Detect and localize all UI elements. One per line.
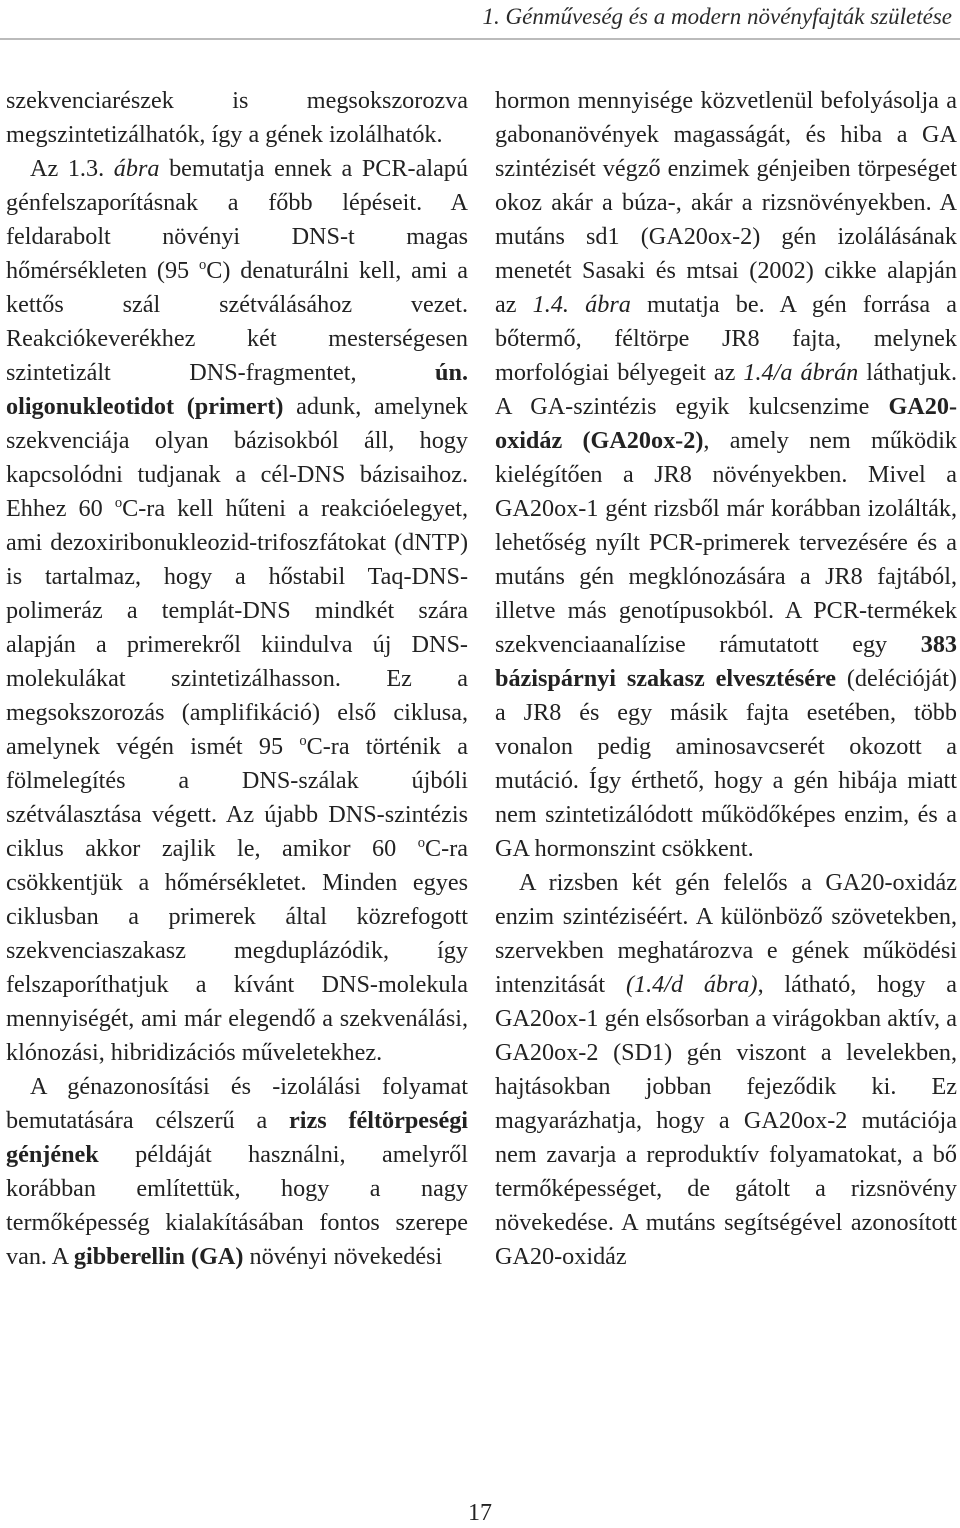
text-run: C) denaturálni kell, ami a kettős szál szétválásához vezet. Reakciókeverékhez két mesterségesen szintetizált DNS-fragmentet, [6, 257, 468, 386]
text-run: A rizsben két gén felelős a GA20-oxidáz enzim szintéziséért. A különböző szövetekben, szervekben meghatározva e gének működési intenzitását [495, 869, 957, 998]
text-run: (1.4/d ábra) [625, 971, 758, 998]
text-run: A génazonosítási és -izolálási folyamat bemutatására célszerű a [6, 1073, 468, 1134]
page-number: 17 [468, 1500, 492, 1526]
text-run: (delécióját) a JR8 és egy másik fajta esetében, több vonalon pedig aminosavcserét okozott a mutáció. Így érthető, hogy a gén hibája miatt nem szintetizálódott működőképes enzim, és a GA hormonszint csökkent. [495, 665, 957, 862]
running-header [0, 0, 960, 40]
left-text-column [6, 84, 468, 1274]
text-run: 1.4/a ábrán [743, 359, 859, 386]
text-run: ún. oligonukleotidot (primert) [6, 359, 468, 420]
text-run: GA20-oxidáz (GA20ox-2) [495, 393, 957, 454]
text-run: 1.4. ábra [532, 291, 631, 318]
right-text-column [495, 84, 957, 1274]
paragraph-p5 [495, 866, 957, 1274]
paragraph-p1 [6, 84, 468, 152]
text-run: példáját használni, amelyről korábban említettük, hogy a nagy termőképesség kialakításában fontos szerepe van. A [6, 1141, 468, 1270]
text-run: rizs féltörpeségi génjének [6, 1107, 469, 1168]
text-run: ábra [113, 155, 160, 182]
running-title: 1. Génműveség és a modern növényfajták születése [482, 4, 952, 29]
text-run: C-ra kell hűteni a reakcióelegyet, ami dezoxiribonukleozid-trifoszfátokat (dNTP) is tartalmaz, hogy a hőstabil Taq-DNS-polimeráz a templát-DNS mindkét szára alapján a primerekről kiindulva új DNS-molekulákat szintetizálhasson. Ez a megsokszorozás (amplifikáció) első ciklusa, amelynek végén ismét 95 [6, 495, 468, 760]
text-run: o [114, 494, 123, 511]
paragraph-p4 [495, 84, 957, 866]
text-run: láthatjuk. A GA-szintézis egyik kulcsenzime [495, 359, 957, 420]
text-run: , amely nem működik kielégítően a JR8 növényekben. Mivel a GA20ox-1 gént rizsből már korábban izolálták, lehetőség nyílt PCR-primerek tervezésére és a mutáns gén megklónozására a JR8 fajtából, illetve más genotípusokból. A PCR-termékek szekvenciaanalízise rámutatott egy [495, 427, 958, 658]
text-run: C-ra csökkentjük a hőmérsékletet. Minden egyes ciklusban a primerek által közrefogott szekvenciaszakasz megduplázódik, így felszaporíthatjuk a kívánt DNS-molekula mennyiségét, ami már elegendő a szekvenálási, klónozási, hibridizációs műveletekhez. [6, 835, 468, 1066]
text-run: o [299, 732, 307, 749]
text-run: mutatja be. A gén forrása a bőtermő, féltörpe JR8 fajta, melynek morfológiai bélyegeit az [495, 291, 957, 386]
text-run: adunk, amelynek szekvenciája olyan bázisokból áll, hogy kapcsolódni tudjanak a cél-DNS bázisaihoz. Ehhez 60 [6, 393, 468, 522]
text-run: o [417, 834, 426, 851]
text-run: gibberellin (GA) [73, 1243, 244, 1270]
paragraph-p2 [6, 152, 468, 1070]
text-run: C-ra történik a fölmelegítés a DNS-szálak újbóli szétválasztása végett. Az újabb DNS-szintézis ciklus akkor zajlik le, amikor 60 [6, 733, 468, 862]
text-run: 383 bázispárnyi szakasz elvesztésére [495, 631, 957, 692]
text-run: növényi növekedési [243, 1243, 443, 1270]
text-run: szekvenciarészek is megsokszorozva megszintetizálhatók, így a gének izolálhatók. [6, 87, 468, 148]
text-run: bemutatja ennek a PCR-alapú génfelszaporításnak a főbb lépéseit. A feldarabolt növényi DNS-t magas hőmérsékleten (95 [6, 155, 468, 284]
text-run: Az 1.3. [30, 155, 114, 182]
text-run: o [199, 256, 207, 273]
text-run: hormon mennyisége közvetlenül befolyásolja a gabonanövények magasságát, és hiba a GA szintézisét végző enzimek génjeiben törpeséget okoz akár a búza-, akár a rizsnövényekben. A mutáns sd1 (GA20ox-2) gén izolálásának menetét Sasaki és mtsai (2002) cikke alapján az [495, 87, 957, 318]
paragraph-p3 [6, 1070, 468, 1274]
text-run: , látható, hogy a GA20ox-1 gén elsősorban a virágokban aktív, a GA20ox-2 (SD1) gén viszont a levelekben, hajtásokban jobban fejeződik ki. Ez magyarázhatja, hogy a GA20ox-2 mutációja nem zavarja a reproduktív folyamatokat, a bő termőképességet, de gátolt a rizsnövény növekedése. A mutáns segítségével azonosított GA20-oxidáz [495, 971, 957, 1270]
